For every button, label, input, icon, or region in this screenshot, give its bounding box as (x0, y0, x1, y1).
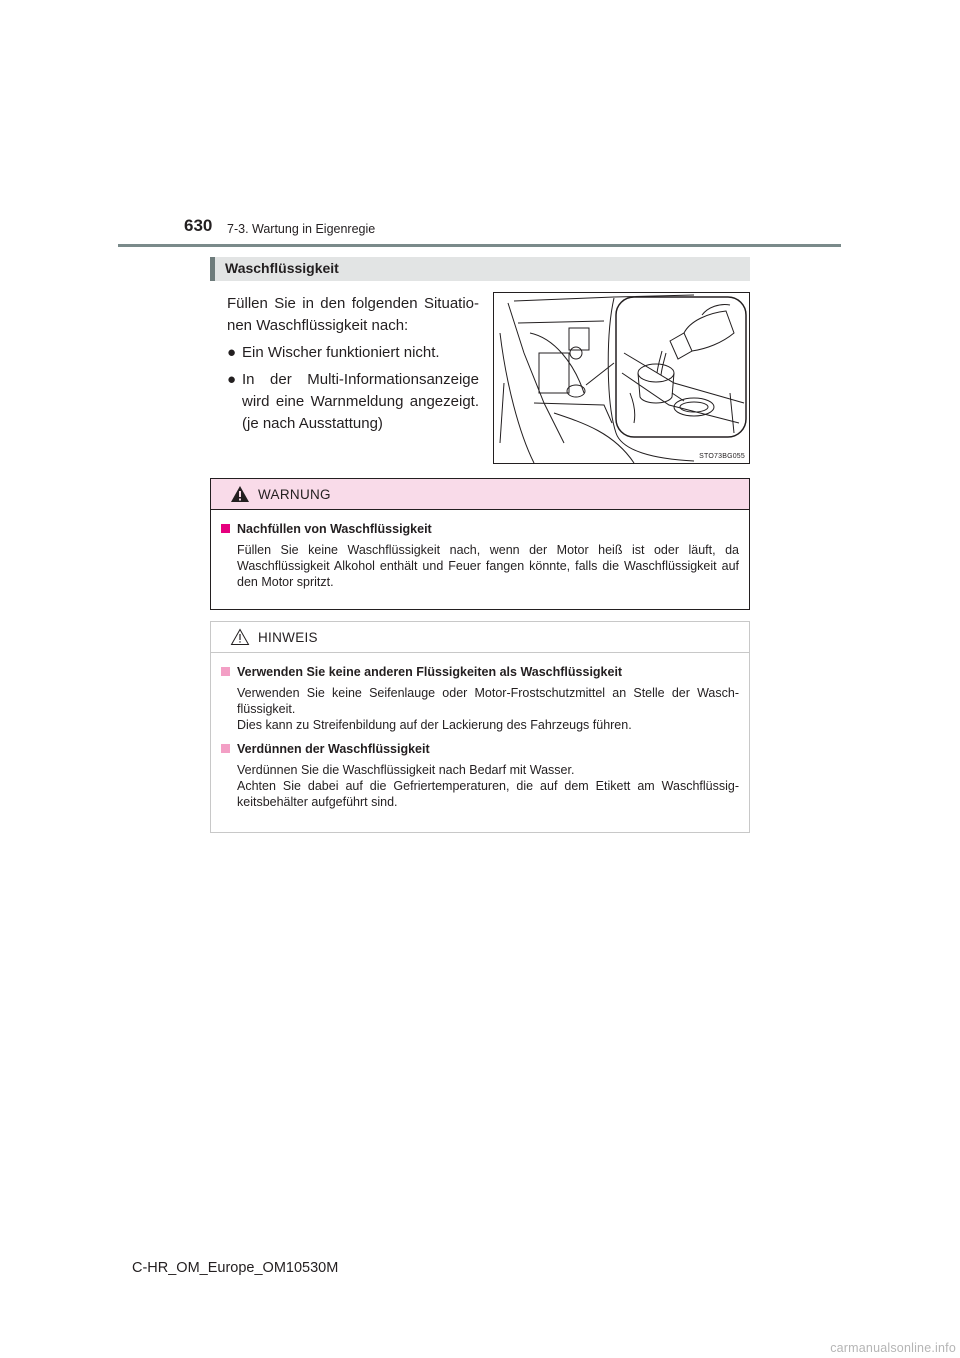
section-accent (210, 257, 215, 281)
list-item (227, 369, 479, 435)
notice-item-line: Dies kann zu Streifenbildung auf der Lackierung des Fahrzeugs führen. (237, 718, 632, 732)
square-bullet-icon (221, 744, 230, 753)
notice-title: HINWEIS (258, 630, 318, 645)
notice-item-heading-text: Verdünnen der Waschflüssigkeit (237, 742, 430, 756)
notice-item-heading (221, 741, 739, 757)
condition-list (227, 342, 479, 435)
washer-reservoir-illustration-icon (494, 293, 749, 463)
notice-triangle-icon (230, 628, 250, 646)
notice-item-text (221, 762, 739, 810)
bullet-icon: ● (227, 371, 237, 388)
running-head: 7-3. Wartung in Eigenregie (227, 222, 376, 236)
notice-item-line: Verwenden Sie keine Seifenlauge oder Motor-Frostschutzmittel an Stelle der Wasch-flüssigkeit. (237, 686, 739, 716)
warning-header (211, 479, 749, 510)
notice-box (210, 621, 750, 833)
warning-body (211, 510, 749, 590)
notice-item-line: Verdünnen Sie die Waschflüssigkeit nach Bedarf mit Wasser. (237, 763, 575, 777)
section-title: Waschflüssigkeit (225, 260, 339, 276)
warning-triangle-icon (230, 485, 250, 503)
warning-item-text: Füllen Sie keine Waschflüssigkeit nach, wenn der Motor heiß ist oder läuft, da Waschflüssigkeit Alkohol enthält und Feuer fangen könnte, falls die Waschflüssigkeit auf den Motor spritzt. (237, 543, 739, 589)
square-bullet-icon (221, 524, 230, 533)
notice-header (211, 622, 749, 653)
warning-title: WARNUNG (258, 487, 331, 502)
intro-paragraph: Füllen Sie in den folgenden Situatio-nen Waschflüssigkeit nach: (227, 295, 479, 334)
notice-item-heading-text: Verwenden Sie keine anderen Flüssigkeiten als Waschflüssigkeit (237, 665, 623, 679)
list-item-text: Ein Wischer funktioniert nicht. (242, 344, 440, 361)
notice-item-text (221, 685, 739, 733)
notice-item-heading (221, 664, 739, 680)
section-heading-bar (210, 257, 750, 281)
list-item (227, 342, 479, 364)
square-bullet-icon (221, 667, 230, 676)
warning-item-heading-text: Nachfüllen von Waschflüssigkeit (237, 522, 432, 536)
bullet-icon: ● (227, 344, 237, 361)
notice-body (211, 653, 749, 810)
list-item-text: In der Multi-Informationsanzeige wird eine Warnmeldung angezeigt. (je nach Ausstattung) (242, 371, 479, 432)
figure-code: STO73BG055 (699, 453, 745, 460)
page-number: 630 (184, 216, 213, 235)
intro-text-block (227, 293, 479, 440)
header-divider (118, 244, 841, 247)
document-id: C-HR_OM_Europe_OM10530M (132, 1260, 339, 1276)
watermark: carmanualsonline.info (830, 1341, 956, 1355)
warning-box (210, 478, 750, 610)
warning-item-heading (221, 521, 739, 537)
notice-item-line: Achten Sie dabei auf die Gefriertemperaturen, die auf dem Etikett am Waschflüssig-keitsbehälter aufgeführt sind. (237, 779, 739, 809)
washer-fluid-figure (493, 292, 750, 464)
